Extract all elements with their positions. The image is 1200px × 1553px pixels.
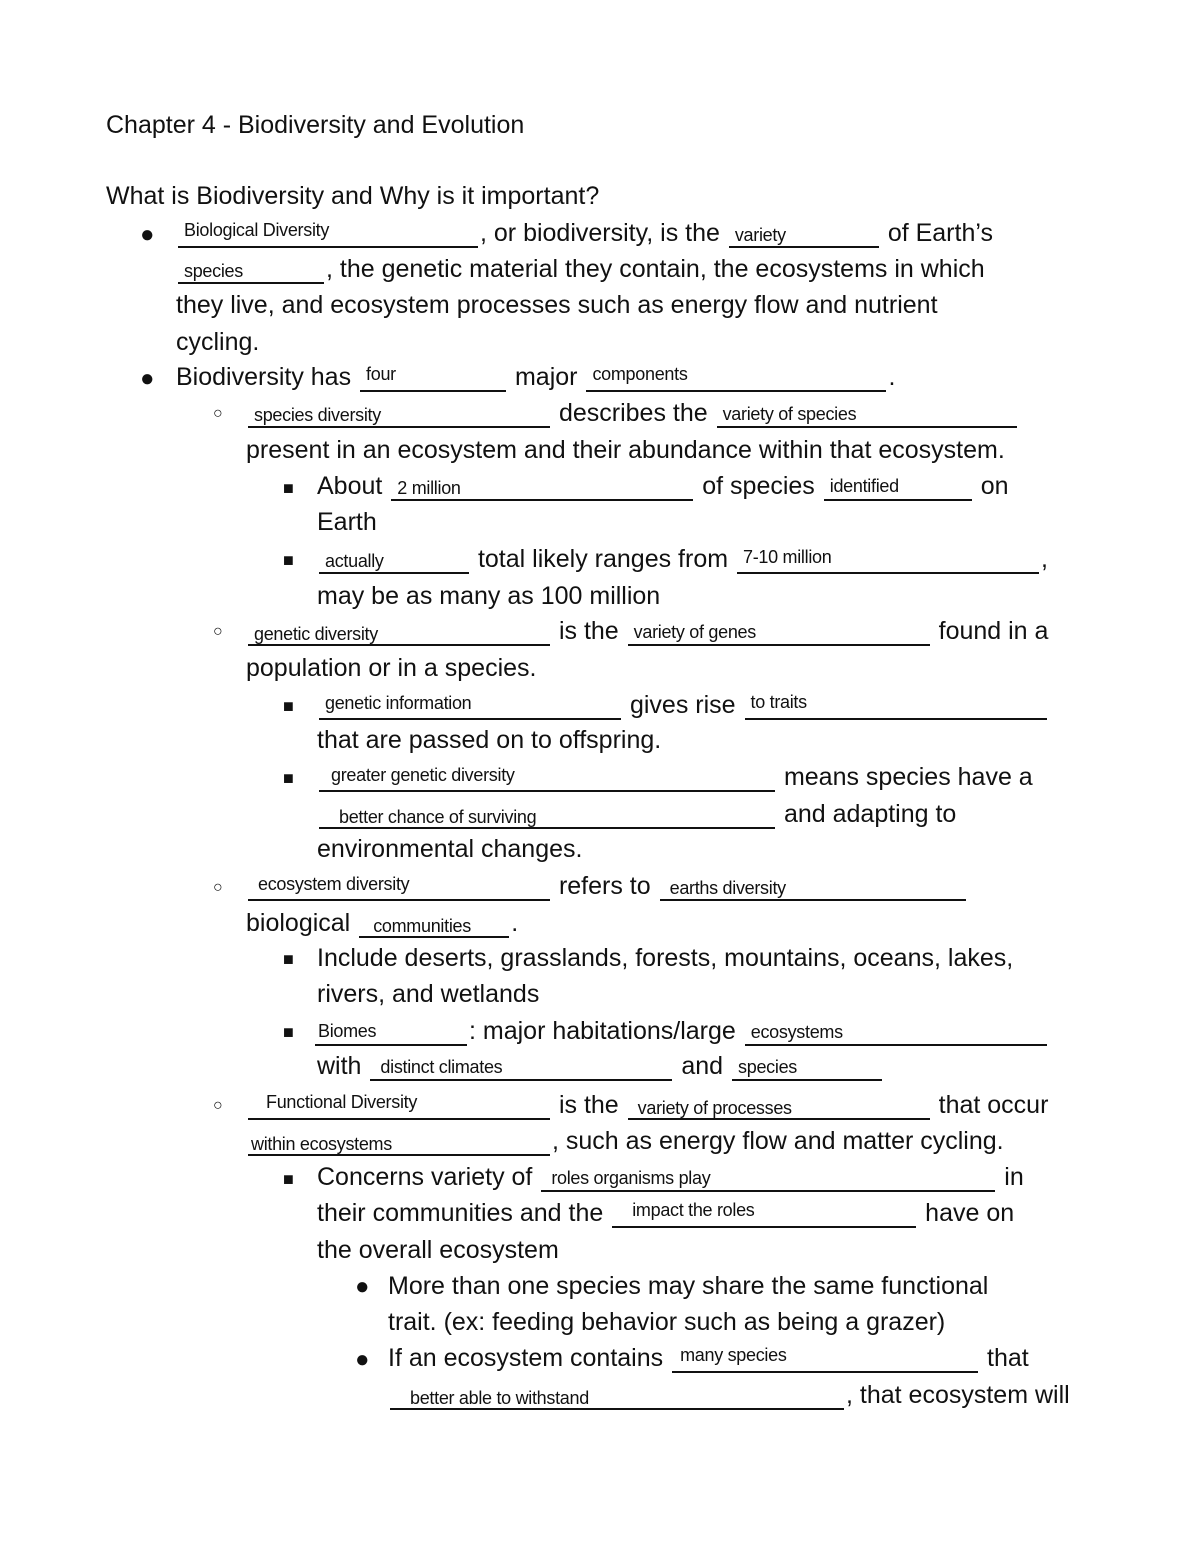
blank-field[interactable] [315,1018,467,1046]
line-25 [246,1090,1048,1120]
page-title: Chapter 4 - Biodiversity and Evolution [106,111,525,139]
line-23 [313,1016,1049,1046]
text: major [514,363,578,391]
text: and [681,1052,724,1080]
line-27 [317,1162,1024,1192]
bullet-dot: ● [140,221,155,248]
line-33 [388,1380,1070,1410]
bullet-circle: ○ [213,405,223,422]
text: and adapting to [783,800,957,828]
answer-text: identified [829,476,899,496]
line-8 [317,471,1009,501]
line-16 [317,762,1033,792]
text: . [888,363,896,391]
blank-field[interactable] [660,873,966,901]
text: is the [558,617,619,645]
text: , [1041,545,1048,573]
answer-text: earths diversity [669,878,786,898]
blank-field[interactable] [178,256,324,284]
answer-text: impact the roles [632,1200,755,1220]
bullet-square: ■ [283,696,294,716]
answer-text: roles organisms play [551,1168,711,1188]
answer-text: communities [373,916,471,936]
blank-field[interactable] [745,692,1047,720]
text: biological [246,909,351,937]
line-1 [176,218,993,248]
text: their communities and the [317,1199,604,1227]
text: that [987,1344,1029,1372]
answer-text: better chance of surviving [339,807,537,827]
text: About [317,472,383,500]
line-5 [176,362,895,392]
answer-text: to traits [750,692,807,712]
answer-text: actually [325,551,384,571]
blank-field[interactable] [319,692,621,720]
blank-field[interactable] [359,910,509,938]
line-21: Include deserts, grasslands, forests, mountains, oceans, lakes, [317,944,1014,972]
text: Concerns variety of [317,1163,533,1191]
answer-text: Biomes [318,1021,377,1041]
blank-field[interactable] [248,1128,550,1156]
bullet-square: ■ [283,1022,294,1042]
line-3: they live, and ecosystem processes such as energy flow and nutrient [176,291,938,319]
answer-text: ecosystems [750,1022,843,1042]
blank-field[interactable] [729,220,879,248]
text: gives rise [629,691,736,719]
text: on [980,472,1009,500]
line-9: Earth [317,508,377,536]
blank-field[interactable] [628,1092,930,1120]
text: in [1004,1163,1024,1191]
line-24 [317,1051,884,1081]
text: of Earth’s [887,219,993,247]
line-15: that are passed on to offspring. [317,726,662,754]
text: , that ecosystem will [846,1381,1070,1409]
line-11: may be as many as 100 million [317,582,661,610]
text: , such as energy flow and matter cycling. [552,1127,1004,1155]
answer-text: better able to withstand [410,1388,589,1408]
text: means species have a [783,763,1033,791]
line-10 [317,544,1048,574]
blank-field[interactable] [178,220,478,248]
blank-field[interactable] [717,400,1017,428]
bullet-circle: ○ [213,1097,223,1114]
text: : major habitations/large [469,1017,736,1045]
line-29: the overall ecosystem [317,1236,559,1264]
answer-text: 2 million [397,478,461,498]
line-14 [317,690,1049,720]
bullet-square: ■ [283,1169,294,1189]
answer-text: species diversity [254,405,381,425]
bullet-square: ■ [283,768,294,788]
blank-field[interactable] [360,364,506,392]
blank-field[interactable] [248,400,550,428]
text: is the [558,1091,619,1119]
answer-text: variety of genes [633,622,756,642]
text: If an ecosystem contains [388,1344,664,1372]
text: found in a [938,617,1049,645]
bullet-square: ■ [283,550,294,570]
text: , or biodiversity, is the [480,219,720,247]
blank-field[interactable] [319,546,469,574]
line-2 [176,254,985,284]
blank-field[interactable] [248,873,550,901]
line-4: cycling. [176,328,260,356]
text: with [317,1052,362,1080]
line-31: trait. (ex: feeding behavior such as being a grazer) [388,1308,946,1336]
answer-text: four [366,364,396,384]
answer-text: species [184,261,243,281]
section-heading: What is Biodiversity and Why is it important? [106,182,600,210]
line-7: present in an ecosystem and their abundance within that ecosystem. [246,436,1005,464]
blank-field[interactable] [390,1382,844,1410]
text: refers to [558,872,651,900]
answer-text: many species [680,1345,787,1365]
answer-text: 7-10 million [743,547,832,567]
blank-field[interactable] [745,1018,1047,1046]
bullet-square: ■ [283,949,294,969]
answer-text: species [738,1057,797,1077]
answer-text: greater genetic diversity [331,765,515,785]
blank-field[interactable] [628,618,930,646]
blank-field[interactable] [319,801,775,829]
blank-field[interactable] [248,618,550,646]
blank-field[interactable] [319,764,775,792]
line-12 [246,616,1048,646]
blank-field[interactable] [370,1053,672,1081]
line-32 [388,1343,1029,1373]
answer-text: variety of species [722,404,857,424]
answer-text: genetic diversity [254,624,378,644]
line-6 [246,398,1019,428]
text: that occur [938,1091,1049,1119]
bullet-circle: ○ [213,879,223,896]
answer-text: Biological Diversity [184,220,330,240]
bullet-dot: ● [355,1273,370,1300]
blank-field[interactable] [391,473,693,501]
blank-field[interactable] [612,1200,916,1228]
blank-field[interactable] [732,1053,882,1081]
line-20 [246,908,518,938]
text: , the genetic material they contain, the ecosystems in which [326,255,985,283]
text: have on [925,1199,1015,1227]
answer-text: Functional Diversity [266,1092,418,1112]
answer-text: genetic information [325,693,472,713]
answer-text: variety [734,225,786,245]
line-13: population or in a species. [246,654,537,682]
blank-field[interactable] [541,1164,995,1192]
text: describes the [558,399,708,427]
bullet-dot: ● [140,365,155,392]
blank-field[interactable] [737,546,1039,574]
line-28 [317,1198,1014,1228]
text: . [511,909,519,937]
bullet-square: ■ [283,478,294,498]
blank-field[interactable] [248,1092,550,1120]
answer-text: within ecosystems [251,1134,392,1154]
line-30: More than one species may share the same functional [388,1272,989,1300]
answer-text: distinct climates [380,1057,503,1077]
answer-text: ecosystem diversity [258,874,410,894]
line-18: environmental changes. [317,835,583,863]
blank-field[interactable] [824,473,972,501]
line-17 [317,799,956,829]
line-19 [246,871,968,901]
text: Biodiversity has [176,363,352,391]
bullet-circle: ○ [213,623,223,640]
line-22: rivers, and wetlands [317,980,540,1008]
bullet-dot: ● [355,1346,370,1373]
text: total likely ranges from [477,545,729,573]
blank-field[interactable] [672,1345,978,1373]
answer-text: variety of processes [637,1098,792,1118]
text: of species [702,472,815,500]
line-26 [246,1126,1004,1156]
blank-field[interactable] [586,364,886,392]
answer-text: components [592,364,688,384]
